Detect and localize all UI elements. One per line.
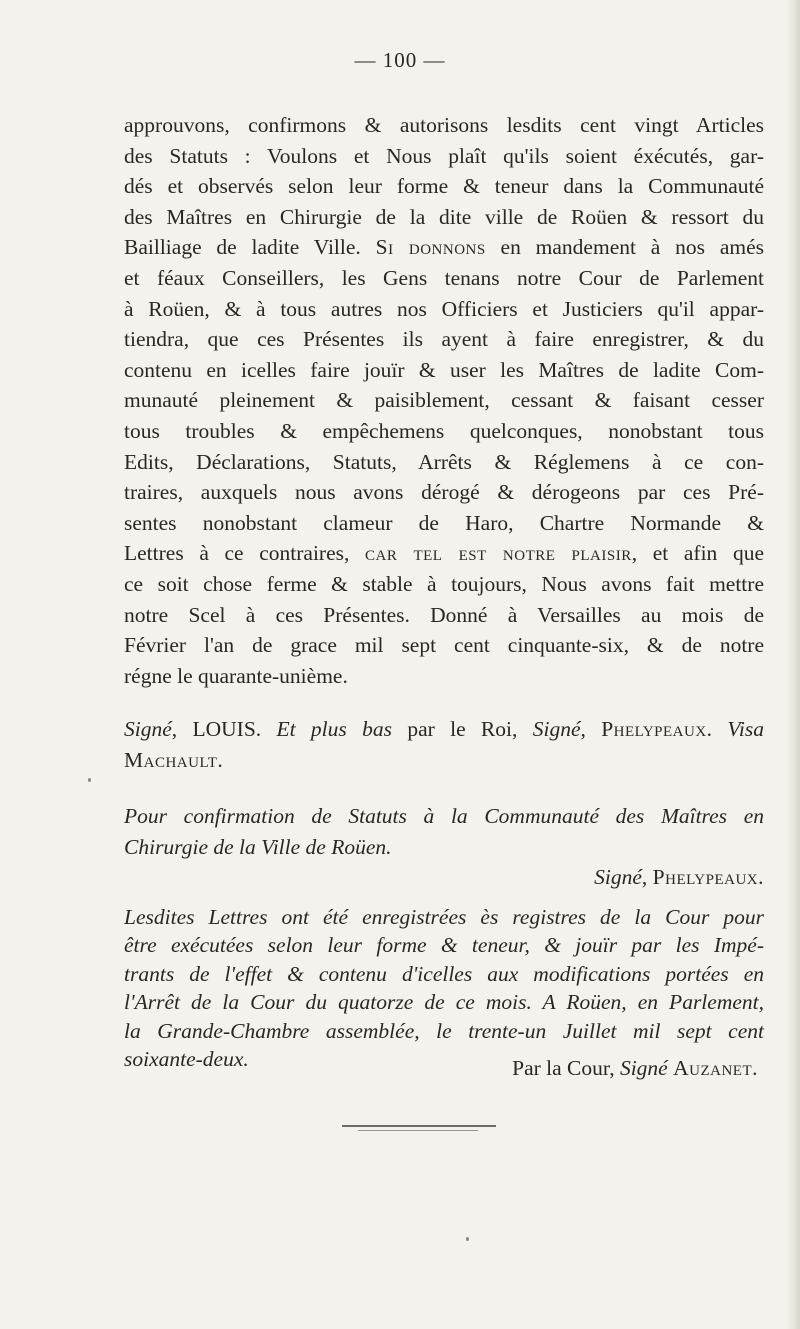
ink-speck	[88, 778, 91, 782]
signature-line	[124, 714, 764, 745]
text-run: Et plus bas	[276, 717, 392, 741]
registration-paragraph	[124, 903, 764, 1073]
text-run: ,	[641, 865, 653, 890]
registration-line: trants de l'effet & contenu d'icelles aux modifications portées en	[124, 961, 764, 986]
text-line: sentes nonobstant clameur de Haro, Chartre Normande &	[124, 510, 764, 535]
text-line: notre Scel à ces Présentes. Donné à Versailles au mois de	[124, 602, 764, 627]
closing-rule-thin	[358, 1130, 478, 1131]
page-number: — 100 —	[354, 48, 446, 72]
court-signature	[124, 1053, 764, 1084]
signed-label: Signé	[619, 1056, 668, 1080]
confirmation-block	[124, 801, 764, 893]
text-line: tous troubles & empêchemens quelconques, nonobstant tous	[124, 418, 764, 443]
text-line: munauté pleinement & paisiblement, cessant & faisant cesser	[124, 388, 764, 413]
registration-line: la Grande-Chambre assemblée, le trente-un Juillet mil sept cent	[124, 1018, 764, 1043]
text-line: approuvons, confirmons & autorisons lesdits cent vingt Articles	[124, 113, 764, 137]
text-line: régne le quarante-unième.	[124, 663, 348, 688]
text-line: et féaux Conseillers, les Gens tenans notre Cour de Parlement	[124, 265, 764, 290]
text-run: .	[706, 717, 728, 741]
minister-name: Phelypeaux	[601, 717, 707, 741]
small-caps-run: Si donnons	[375, 235, 486, 260]
small-caps-run: car tel est notre plaisir	[365, 541, 632, 566]
signature-block	[124, 714, 764, 775]
text-run: en mandement à nos amés	[485, 235, 764, 260]
text-line: des Maîtres en Chirurgie de la dite ville de Roüen & ressort du	[124, 204, 764, 229]
court-signature-line	[124, 1053, 764, 1084]
text-line	[124, 232, 764, 263]
text-line: Février l'an de grace mil sept cent cinquante-six, & de notre	[124, 633, 764, 658]
text-line: ce soit chose ferme & stable à toujours, Nous avons fait mettre	[124, 571, 764, 596]
confirmation-signature	[124, 862, 764, 893]
text-line: traires, auxquels nous avons dérogé & dérogeons par ces Pré-	[124, 480, 764, 505]
registration-line: être exécutées selon leur forme & teneur, & jouïr par les Impé-	[124, 933, 764, 958]
clerk-name: Auzanet.	[673, 1056, 758, 1080]
page-edge-shadow	[786, 0, 800, 1329]
registration-line: l'Arrêt de la Cour du quatorze de ce mois. A Roüen, en Parlement,	[124, 990, 764, 1015]
confirmation-line: Pour confirmation de Statuts à la Communauté des Maîtres en	[124, 804, 764, 828]
confirmation-line: Chirurgie de la Ville de Roüen.	[124, 834, 392, 859]
closing-rule	[342, 1125, 496, 1127]
text-line: Edits, Déclarations, Statuts, Arrêts & Réglemens à ce con-	[124, 449, 764, 474]
text-run: ,	[580, 717, 602, 741]
main-paragraph	[124, 110, 764, 691]
text-run: Bailliage de ladite Ville.	[124, 235, 361, 260]
text-line: dés et observés selon leur forme & teneur dans la Communauté	[124, 174, 764, 199]
text-run: par le Roi,	[391, 717, 533, 741]
visa-name: Machault.	[124, 747, 224, 772]
text-line: des Statuts : Voulons et Nous plaît qu'ils soient éxécutés, gar-	[124, 143, 764, 168]
text-line	[124, 538, 764, 569]
signed-label: Signé	[124, 717, 172, 741]
text-run: Par la Cour,	[512, 1056, 620, 1080]
king-name: , LOUIS.	[171, 717, 277, 741]
text-run: , et afin que	[631, 541, 764, 566]
visa-label: Visa	[727, 717, 764, 741]
text-line: tiendra, que ces Présentes ils ayent à faire enregistrer, & du	[124, 327, 764, 352]
text-run: Lettres à ce contraires,	[124, 541, 365, 566]
registration-line: Lesdites Lettres ont été enregistrées ès registres de la Cour pour	[124, 905, 764, 929]
text-line: à Roüen, & à tous autres nos Officiers et Justiciers qu'il appar-	[124, 296, 764, 321]
minister-name: Phelypeaux.	[652, 865, 764, 890]
ink-speck	[466, 1237, 469, 1241]
text-line: contenu en icelles faire jouïr & user les Maîtres de ladite Com-	[124, 357, 764, 382]
signed-label: Signé	[532, 717, 581, 741]
signed-label: Signé	[594, 865, 642, 890]
registration-line: soixante-deux.	[124, 1047, 249, 1072]
